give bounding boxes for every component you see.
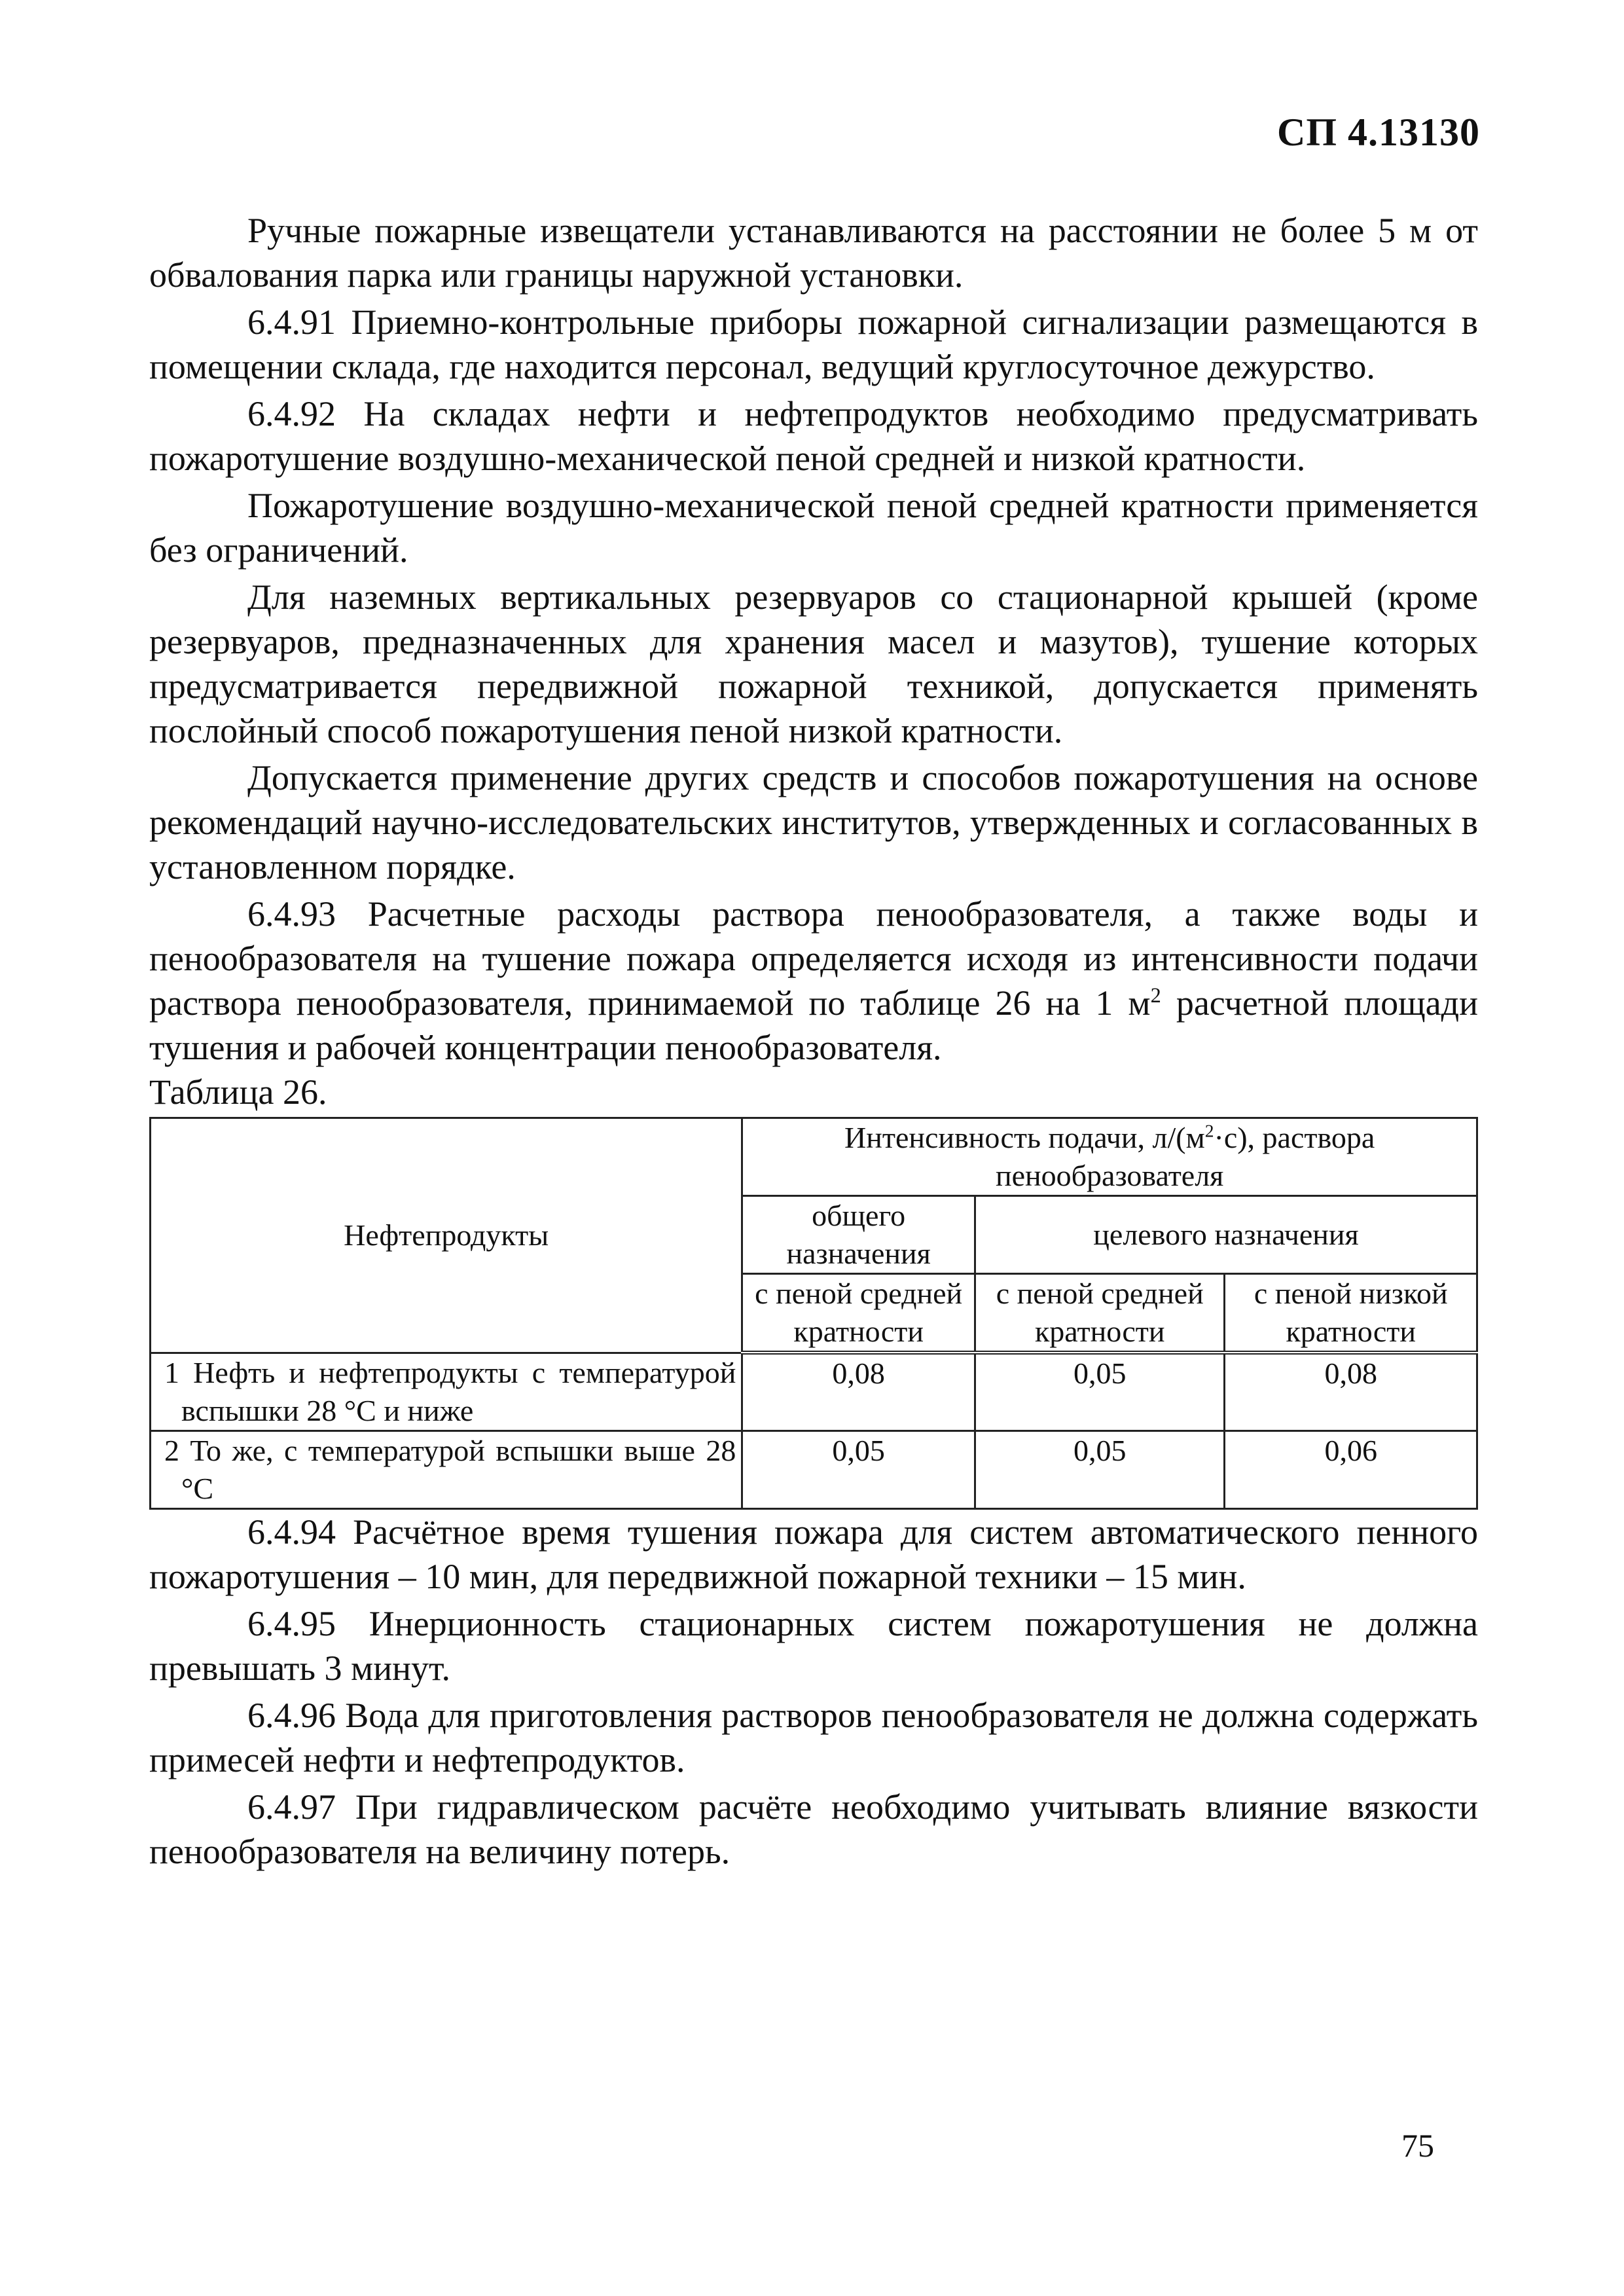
document-code: СП 4.13130 — [1277, 111, 1480, 154]
paragraph-text: 6.4.93 Расчетные расходы раствора пенообразователя, а также воды и пенообразователя на тушение пожара определяется исходя из интенсивности подачи раствора пенообразователя, принимаемой по таблице 26 на 1 м — [149, 894, 1478, 1023]
paragraph-6-4-93 — [149, 892, 1478, 1070]
row-value: 0,08 — [742, 1353, 975, 1430]
header-intensity — [742, 1118, 1477, 1196]
table-row — [151, 1430, 1477, 1508]
table-caption: Таблица 26. — [149, 1072, 327, 1112]
paragraph-6-4-91: 6.4.91 Приемно-контрольные приборы пожарной сигнализации размещаются в помещении склада, где находится персонал, ведущий круглосуточное дежурство. — [149, 302, 1478, 386]
row-product: 1 Нефть и нефтепродукты с температурой вспышки 28 °С и ниже — [151, 1353, 742, 1430]
row-value: 0,05 — [742, 1430, 975, 1508]
page-number: 75 — [1401, 2127, 1434, 2164]
header-products: Нефтепродукты — [151, 1118, 742, 1353]
header-sub-low-foam-special: с пеной низкой кратности — [1225, 1274, 1477, 1353]
row-product: 2 То же, с температурой вспышки выше 28 °С — [151, 1430, 742, 1508]
body-text — [149, 208, 1478, 1874]
row-value: 0,08 — [1225, 1353, 1477, 1430]
row-value: 0,05 — [975, 1353, 1225, 1430]
table-row — [151, 1353, 1477, 1430]
table-26 — [149, 1117, 1478, 1510]
superscript: 2 — [1204, 1120, 1214, 1141]
header-sub-medium-foam-special: с пеной средней кратности — [975, 1274, 1225, 1353]
header-intensity-text: Интенсивность подачи, л/(м — [844, 1121, 1205, 1154]
header-intensity-text-tail: ·с), раствора пенообразователя — [995, 1121, 1375, 1192]
paragraph-6-4-95: 6.4.95 Инерционность стационарных систем пожаротушения не должна превышать 3 минут. — [149, 1603, 1478, 1688]
paragraph-6-4-92: 6.4.92 На складах нефти и нефтепродуктов необходимо предусматривать пожаротушение воздушно-механической пеной средней и низкой кратности. — [149, 394, 1478, 478]
row-value: 0,05 — [975, 1430, 1225, 1508]
paragraph-6-4-94: 6.4.94 Расчётное время тушения пожара для систем автоматического пенного пожаротушения – 10 мин, для передвижной пожарной техники – 15 мин. — [149, 1512, 1478, 1596]
row-value: 0,06 — [1225, 1430, 1477, 1508]
header-special-purpose: целевого назначения — [975, 1196, 1477, 1274]
paragraph: Пожаротушение воздушно-механической пеной средней кратности применяется без ограничений. — [149, 486, 1478, 570]
header-general-purpose: общего назначения — [742, 1196, 975, 1274]
paragraph: Для наземных вертикальных резервуаров со стационарной крышей (кроме резервуаров, предназначенных для хранения масел и мазутов), тушение которых предусматривается передвижной пожарной техникой, допускается применять послойный способ пожаротушения пеной низкой кратности. — [149, 577, 1478, 750]
paragraph: Ручные пожарные извещатели устанавливаются на расстоянии не более 5 м от обвалования парка или границы наружной установки. — [149, 211, 1478, 295]
paragraph: Допускается применение других средств и способов пожаротушения на основе рекомендаций научно-исследовательских институтов, утвержденных и согласованных в установленном порядке. — [149, 758, 1478, 886]
paragraph-text-tail: расчетной площади тушения и рабочей концентрации пенообразователя. — [149, 983, 1478, 1067]
paragraph-6-4-96: 6.4.96 Вода для приготовления растворов пенообразователя не должна содержать примесей нефти и нефтепродуктов. — [149, 1695, 1478, 1779]
paragraph-6-4-97: 6.4.97 При гидравлическом расчёте необходимо учитывать влияние вязкости пенообразователя на величину потерь. — [149, 1787, 1478, 1871]
superscript: 2 — [1150, 984, 1161, 1008]
header-sub-medium-foam-general: с пеной средней кратности — [742, 1274, 975, 1353]
